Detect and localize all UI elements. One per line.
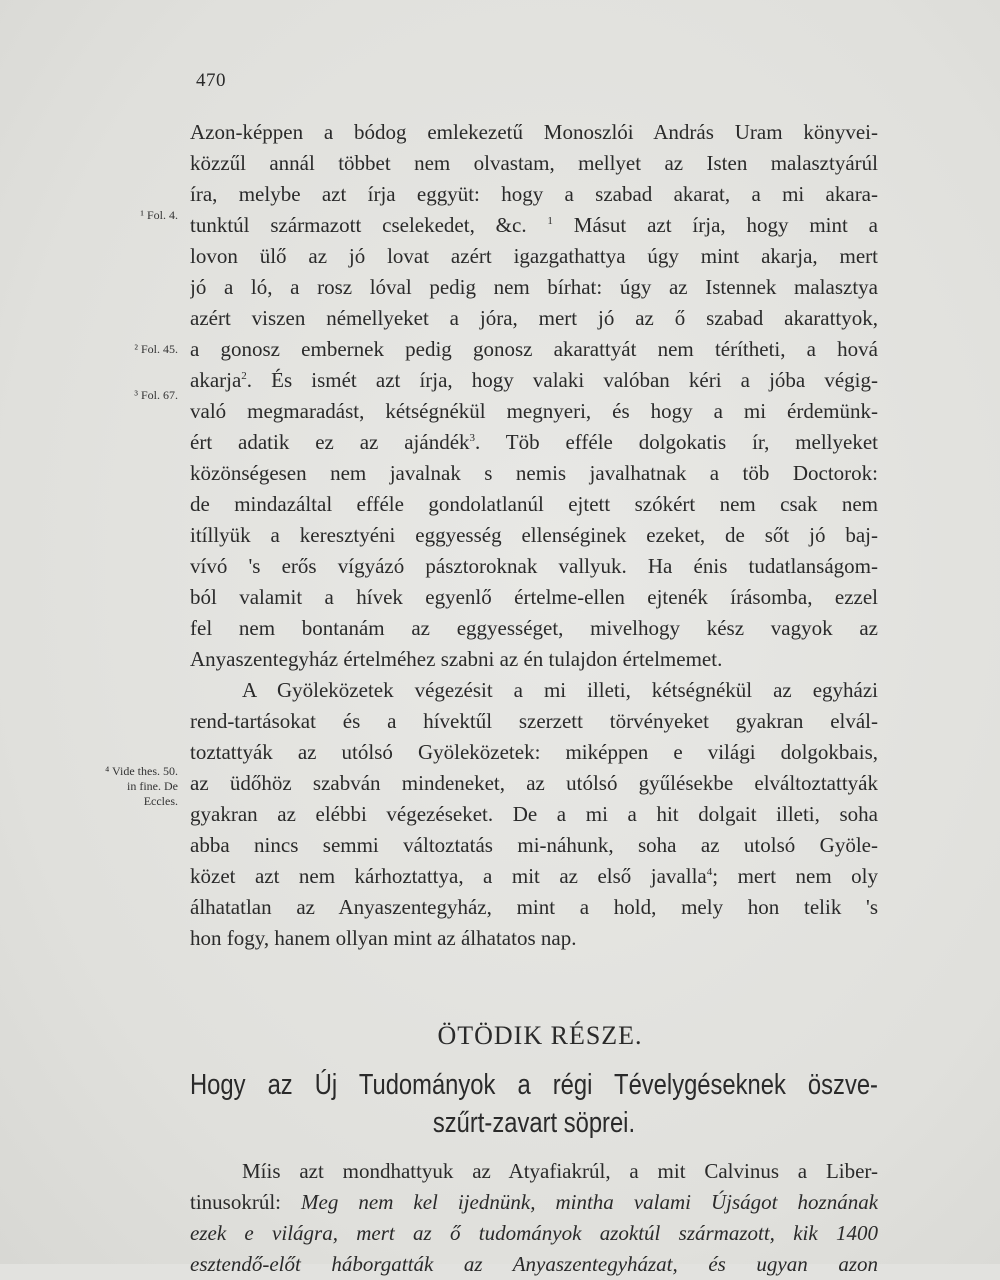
text-span: tinusokrúl:: [190, 1190, 282, 1214]
section-gap: [190, 984, 878, 1014]
text-line: [190, 210, 878, 241]
text-line: fel nem bontanám az eggyességet, mivelhogy kész vagyok az: [190, 616, 878, 640]
text-line: toztattyák az utólsó Gyöleközetek: miképpen e világi dolgokbais,: [190, 740, 878, 764]
text-line: rend-tartásokat és a hívektűl szerzett törvényeket gyakran elvál-: [190, 709, 878, 733]
footnote-mark-2: 2: [241, 370, 247, 382]
text-line: itíllyük a keresztyéni eggyesség ellenséginek ezeket, de sőt jó baj-: [190, 523, 878, 547]
text-line: [190, 861, 878, 892]
text-line: íra, melybe azt írja eggyüt: hogy a szabad akarat, a mi akara-: [190, 182, 878, 206]
text-line: Míis azt mondhattyuk az Atyafiakrúl, a mit Calvinus a Liber-: [242, 1159, 878, 1183]
text-line: Azon-képpen a bódog emlekezetű Monoszlói András Uram könyvei-: [190, 120, 878, 144]
italic-span: Meg nem kel ijednünk, mintha valami Újságot hoznának: [301, 1190, 878, 1214]
text-span: . Töb efféle dolgokatis ír, mellyeket: [475, 430, 878, 454]
text-line: hon fogy, hanem ollyan mint az álhatatos nap.: [190, 926, 577, 950]
text-line: lovon ülő az jó lovat azért igazgathattya úgy mint akarja, mert: [190, 244, 878, 268]
text-span: ; mert nem oly: [712, 864, 878, 888]
section-gap: [190, 954, 878, 984]
margin-note-1: ¹ Fol. 4.: [140, 208, 178, 222]
text-line: való megmaradást, kétségnékül megnyeri, és hogy a mi érdemünk-: [190, 399, 878, 423]
text-span: ért adatik ez az ajándék: [190, 430, 470, 454]
margin-note-4: ⁴ Vide thes. 50. in fine. De Eccles.: [105, 764, 178, 808]
text-line: a gonosz embernek pedig gonosz akarattyát nem térítheti, a hová: [190, 337, 878, 361]
chapter-title: ÖTÖDIK RÉSZE.: [437, 1021, 643, 1050]
footnote-mark-4: 4: [706, 866, 713, 878]
text-line: [190, 365, 878, 396]
text-line: gyakran az elébbi végezéseket. De a mi a hit dolgait illeti, soha: [190, 802, 878, 826]
text-span: Másut azt írja, hogy mint a: [573, 213, 878, 237]
page-number: 470: [196, 70, 226, 91]
text-line: közzűl annál többet nem olvastam, mellyet az Isten malasztyárúl: [190, 151, 878, 175]
text-line: az üdőhöz szabván mindeneket, az utólsó gyűlésekbe elváltoztattyák: [190, 771, 878, 795]
text-line: álhatatlan az Anyaszentegyház, mint a hold, mely hon telik 's: [190, 895, 878, 919]
text-line: [190, 1187, 878, 1218]
margin-note-3: ³ Fol. 67.: [134, 388, 178, 402]
text-line: Anyaszentegyház értelméhez szabni az én tulajdon értelmemet.: [190, 647, 723, 671]
chapter-subtitle-line-1: Hogy az Új Tudományok a régi Tévelygéseknek öszve-: [190, 1069, 878, 1101]
text-line: közönségesen nem javalnak s nemis javalhatnak a töb Doctorok:: [190, 461, 878, 485]
text-span: . És ismét azt írja, hogy valaki valóban kéri a jóba végig-: [246, 368, 878, 392]
text-line: esztendő-előt háborgatták az Anyaszentegyházat, és ugyan azon: [190, 1252, 878, 1276]
text-line: de mindazáltal efféle gondolatlanúl ejtett szókért nem csak nem: [190, 492, 878, 516]
text-line: A Gyöleközetek végezésit a mi illeti, kétségnékül az egyházi: [242, 678, 878, 702]
chapter-subtitle-line-2: szűrt-zavart söprei.: [432, 1107, 636, 1139]
footnote-mark-3: 3: [469, 432, 476, 444]
text-line: [190, 427, 878, 458]
text-span: akarja: [190, 368, 242, 392]
text-line: ból valamit a hívek egyenlő értelme-ellen ejtenék írásomba, ezzel: [190, 585, 878, 609]
text-line: jó a ló, a rosz lóval pedig nem bírhat: úgy az Istennek malasztya: [190, 275, 878, 299]
text-span: tunktúl származott cselekedet, &c.: [190, 213, 527, 237]
footnote-mark-1: 1: [547, 215, 553, 227]
text-line: abba nincs semmi változtatás mi-náhunk, soha az utolsó Gyöle-: [190, 833, 878, 857]
text-line: azért viszen némellyeket a jóra, mert jó az ő szabad akarattyok,: [190, 306, 878, 330]
main-text: [190, 117, 878, 1280]
text-line: ezek e világra, mert az ő tudományok azoktúl származott, kik 1400: [190, 1221, 878, 1245]
text-span: közet azt nem kárhoztattya, a mit az első javalla: [190, 864, 707, 888]
margin-note-2: ² Fol. 45.: [134, 342, 178, 356]
text-line: vívó 's erős vígyázó pásztoroknak vallyuk. Ha énis tudatlanságom-: [190, 554, 878, 578]
